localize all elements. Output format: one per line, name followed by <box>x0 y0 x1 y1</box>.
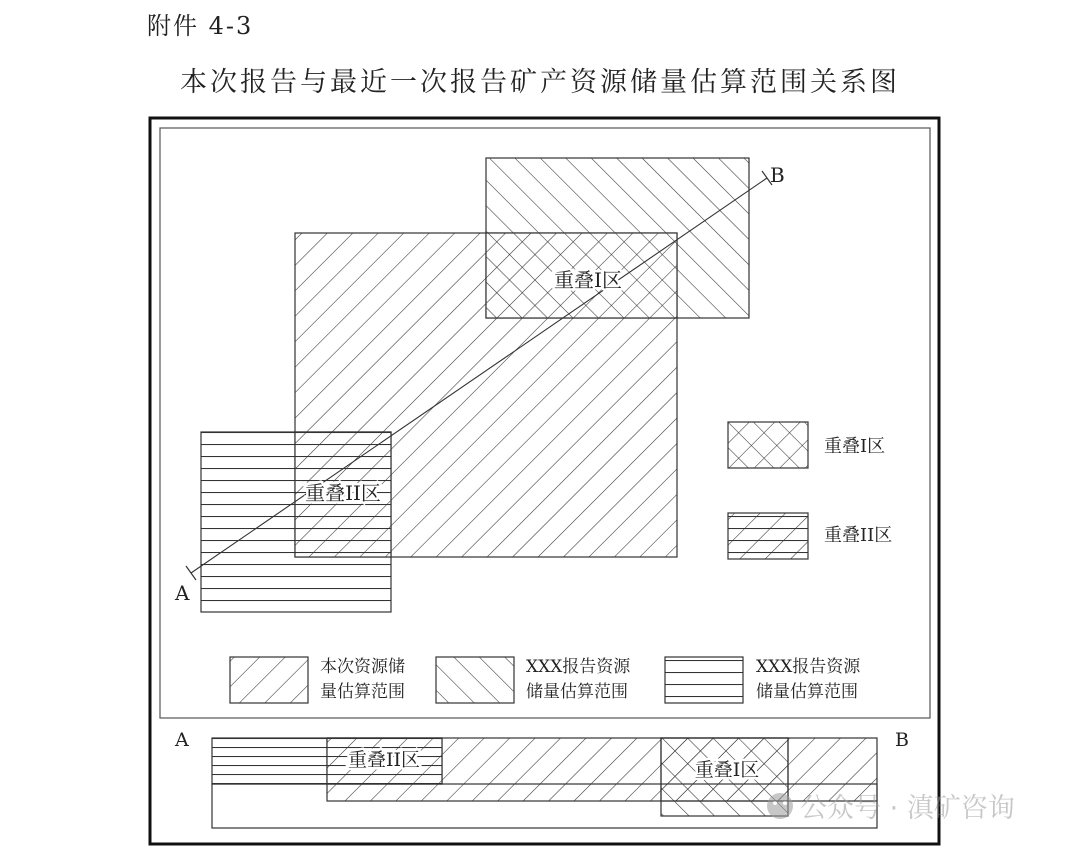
point-b-label: B <box>770 163 785 187</box>
section-tick-a <box>186 566 196 580</box>
legend-swatch-xxx-diagonal <box>436 657 514 703</box>
section-b-label: B <box>895 729 909 751</box>
legend-overlap-1-text: 重叠I区 <box>824 436 886 457</box>
section-a-label: A <box>175 729 189 751</box>
watermark-text: 公众号 · 滇矿咨询 <box>800 793 1015 824</box>
legend-swatch-current <box>230 657 308 703</box>
legend-xxx-horizontal-line2: 储量估算范围 <box>756 682 858 702</box>
watermark <box>767 793 1015 824</box>
legend-xxx-horizontal-line1: XXX报告资源 <box>756 657 861 677</box>
legend-xxx-diagonal-line1: XXX报告资源 <box>526 657 631 677</box>
point-a-label: A <box>175 581 190 605</box>
bottom-legend <box>230 657 861 703</box>
section-overlap-1-label: 重叠I区 <box>694 759 760 781</box>
overlap-1-label: 重叠I区 <box>554 268 622 292</box>
diagram-title: 本次报告与最近一次报告矿产资源储量估算范围关系图 <box>180 67 900 98</box>
legend-swatch-overlap-2 <box>728 513 808 559</box>
cross-section <box>174 729 909 828</box>
legend-overlap-2-text: 重叠II区 <box>824 525 893 546</box>
attachment-label: 附件 4-3 <box>147 12 254 40</box>
section-overlap-2-label: 重叠II区 <box>347 749 421 771</box>
legend-xxx-diagonal-line2: 储量估算范围 <box>526 682 628 702</box>
wechat-icon <box>767 793 793 819</box>
legend-swatch-xxx-horizontal <box>665 657 743 703</box>
side-legend <box>728 422 892 559</box>
legend-current-line1: 本次资源储 <box>320 657 405 677</box>
legend-swatch-overlap-1 <box>728 422 808 468</box>
overlap-2-label: 重叠II区 <box>305 481 381 505</box>
legend-current-line2: 量估算范围 <box>320 682 405 702</box>
